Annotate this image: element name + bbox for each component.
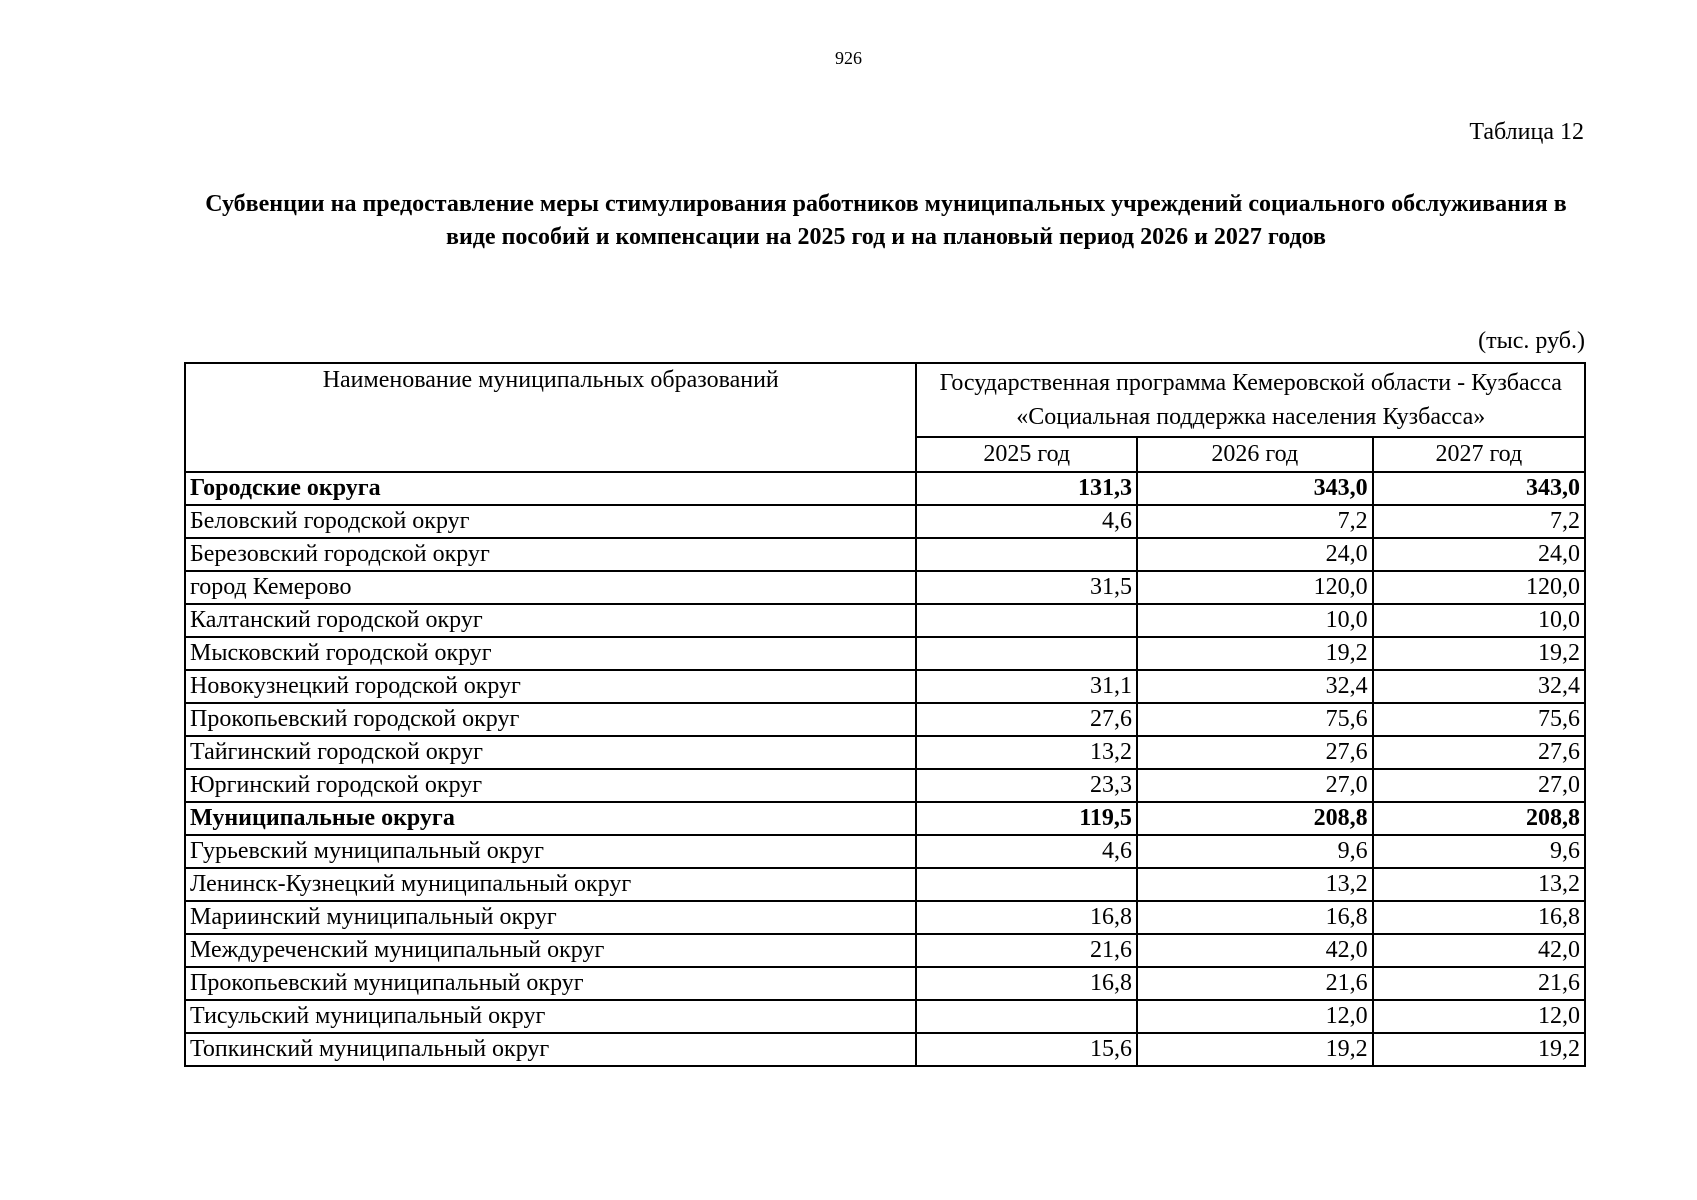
row-value-2027: 21,6 bbox=[1373, 967, 1585, 1000]
row-name-cell: Юргинский городской округ bbox=[185, 769, 916, 802]
row-name-cell: Березовский городской округ bbox=[185, 538, 916, 571]
row-value-2025: 4,6 bbox=[916, 835, 1136, 868]
row-value-2026: 9,6 bbox=[1137, 835, 1373, 868]
row-value-2025 bbox=[916, 1000, 1136, 1033]
header-year-2026: 2026 год bbox=[1137, 437, 1373, 472]
row-name-cell: город Кемерово bbox=[185, 571, 916, 604]
table-row bbox=[185, 967, 1585, 1000]
table-row bbox=[185, 736, 1585, 769]
row-value-2026: 24,0 bbox=[1137, 538, 1373, 571]
row-value-2025: 15,6 bbox=[916, 1033, 1136, 1066]
row-value-2025: 13,2 bbox=[916, 736, 1136, 769]
table-row bbox=[185, 505, 1585, 538]
table-row bbox=[185, 868, 1585, 901]
table-group-row bbox=[185, 802, 1585, 835]
row-value-2026: 208,8 bbox=[1137, 802, 1373, 835]
row-value-2025: 21,6 bbox=[916, 934, 1136, 967]
row-value-2027: 27,0 bbox=[1373, 769, 1585, 802]
row-value-2026: 12,0 bbox=[1137, 1000, 1373, 1033]
row-value-2027: 24,0 bbox=[1373, 538, 1585, 571]
row-name-cell: Муниципальные округа bbox=[185, 802, 916, 835]
row-value-2027: 208,8 bbox=[1373, 802, 1585, 835]
row-value-2026: 19,2 bbox=[1137, 1033, 1373, 1066]
table-row bbox=[185, 1033, 1585, 1066]
row-value-2026: 75,6 bbox=[1137, 703, 1373, 736]
row-value-2025: 119,5 bbox=[916, 802, 1136, 835]
table-row bbox=[185, 670, 1585, 703]
row-value-2026: 343,0 bbox=[1137, 472, 1373, 505]
row-value-2027: 32,4 bbox=[1373, 670, 1585, 703]
row-value-2025: 31,1 bbox=[916, 670, 1136, 703]
row-value-2025 bbox=[916, 637, 1136, 670]
table-row bbox=[185, 637, 1585, 670]
row-value-2027: 27,6 bbox=[1373, 736, 1585, 769]
row-name-cell: Мариинский муниципальный округ bbox=[185, 901, 916, 934]
row-value-2025: 131,3 bbox=[916, 472, 1136, 505]
header-year-2025: 2025 год bbox=[916, 437, 1136, 472]
row-name-cell: Гурьевский муниципальный округ bbox=[185, 835, 916, 868]
row-name-cell: Тайгинский городской округ bbox=[185, 736, 916, 769]
table-row bbox=[185, 769, 1585, 802]
row-value-2027: 75,6 bbox=[1373, 703, 1585, 736]
row-name-cell: Прокопьевский городской округ bbox=[185, 703, 916, 736]
row-name-cell: Топкинский муниципальный округ bbox=[185, 1033, 916, 1066]
row-value-2025: 27,6 bbox=[916, 703, 1136, 736]
row-value-2027: 12,0 bbox=[1373, 1000, 1585, 1033]
row-value-2026: 16,8 bbox=[1137, 901, 1373, 934]
table-header bbox=[185, 363, 1585, 472]
row-value-2026: 27,0 bbox=[1137, 769, 1373, 802]
row-value-2027: 7,2 bbox=[1373, 505, 1585, 538]
header-name-column: Наименование муниципальных образований bbox=[185, 363, 916, 472]
header-year-2027: 2027 год bbox=[1373, 437, 1585, 472]
row-value-2026: 13,2 bbox=[1137, 868, 1373, 901]
row-name-cell: Междуреченский муниципальный округ bbox=[185, 934, 916, 967]
row-value-2027: 120,0 bbox=[1373, 571, 1585, 604]
row-value-2025: 23,3 bbox=[916, 769, 1136, 802]
row-value-2027: 343,0 bbox=[1373, 472, 1585, 505]
row-name-cell: Новокузнецкий городской округ bbox=[185, 670, 916, 703]
row-name-cell: Прокопьевский муниципальный округ bbox=[185, 967, 916, 1000]
row-value-2026: 32,4 bbox=[1137, 670, 1373, 703]
row-value-2025: 4,6 bbox=[916, 505, 1136, 538]
row-value-2026: 27,6 bbox=[1137, 736, 1373, 769]
page-number: 926 bbox=[835, 48, 862, 68]
table-row bbox=[185, 835, 1585, 868]
row-value-2025: 16,8 bbox=[916, 967, 1136, 1000]
row-value-2025: 16,8 bbox=[916, 901, 1136, 934]
table-row bbox=[185, 901, 1585, 934]
row-name-cell: Калтанский городской округ bbox=[185, 604, 916, 637]
table-group-row bbox=[185, 472, 1585, 505]
row-value-2025 bbox=[916, 868, 1136, 901]
table-body bbox=[185, 472, 1585, 1066]
table-row bbox=[185, 703, 1585, 736]
row-value-2027: 10,0 bbox=[1373, 604, 1585, 637]
row-value-2027: 16,8 bbox=[1373, 901, 1585, 934]
row-value-2027: 19,2 bbox=[1373, 1033, 1585, 1066]
row-name-cell: Ленинск-Кузнецкий муниципальный округ bbox=[185, 868, 916, 901]
row-value-2026: 120,0 bbox=[1137, 571, 1373, 604]
row-value-2025: 31,5 bbox=[916, 571, 1136, 604]
row-name-cell: Мысковский городской округ bbox=[185, 637, 916, 670]
row-name-cell: Тисульский муниципальный округ bbox=[185, 1000, 916, 1033]
document-title: Субвенции на предоставление меры стимулирования работников муниципальных учреждений социального обслуживания в виде пособий и компенсации на 2025 год и на плановый период 2026 и 2027 годов bbox=[205, 191, 1567, 250]
row-value-2027: 9,6 bbox=[1373, 835, 1585, 868]
row-value-2025 bbox=[916, 538, 1136, 571]
table-label: Таблица 12 bbox=[1469, 119, 1584, 145]
row-name-cell: Городские округа bbox=[185, 472, 916, 505]
table-row bbox=[185, 1000, 1585, 1033]
row-value-2025 bbox=[916, 604, 1136, 637]
row-value-2026: 10,0 bbox=[1137, 604, 1373, 637]
subsidies-table bbox=[184, 362, 1586, 1067]
row-value-2027: 42,0 bbox=[1373, 934, 1585, 967]
table-row bbox=[185, 571, 1585, 604]
row-name-cell: Беловский городской округ bbox=[185, 505, 916, 538]
units-label: (тыс. руб.) bbox=[1478, 328, 1585, 354]
table-row bbox=[185, 934, 1585, 967]
row-value-2026: 21,6 bbox=[1137, 967, 1373, 1000]
table-row bbox=[185, 538, 1585, 571]
row-value-2027: 19,2 bbox=[1373, 637, 1585, 670]
row-value-2027: 13,2 bbox=[1373, 868, 1585, 901]
row-value-2026: 7,2 bbox=[1137, 505, 1373, 538]
header-program: Государственная программа Кемеровской области - Кузбасса «Социальная поддержка населения Кузбасса» bbox=[916, 363, 1585, 437]
row-value-2026: 42,0 bbox=[1137, 934, 1373, 967]
row-value-2026: 19,2 bbox=[1137, 637, 1373, 670]
table-row bbox=[185, 604, 1585, 637]
